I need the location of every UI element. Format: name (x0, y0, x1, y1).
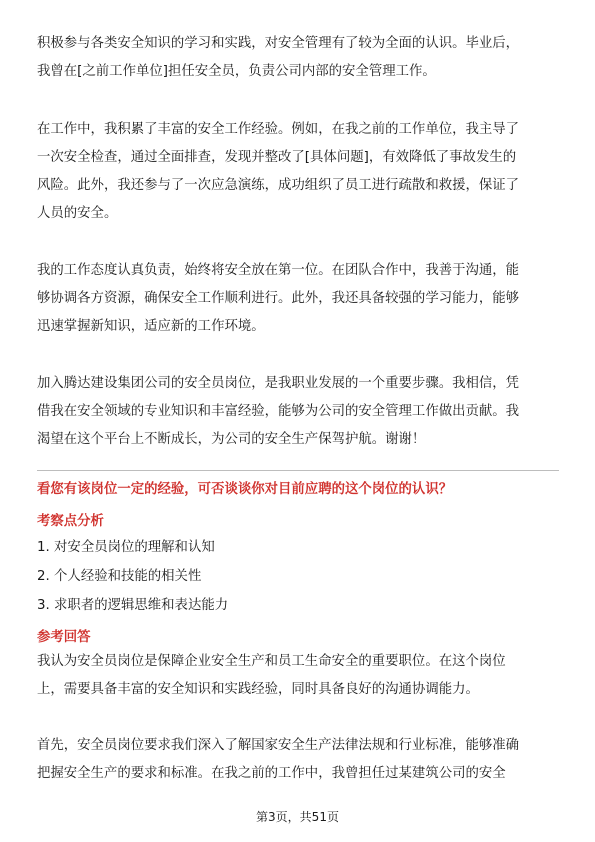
section-divider (37, 470, 559, 471)
answer-paragraph (37, 732, 559, 788)
answer-heading: 参考回答 (37, 630, 91, 645)
paragraph-attitude (37, 257, 559, 341)
paragraph-background (37, 30, 559, 86)
text-line: 首先，安全员岗位要求我们深入了解国家安全生产法律法规和行业标准，能够准确 (37, 738, 520, 753)
text-line: 上，需要具备丰富的安全知识和实践经验，同时具备良好的沟通协调能力。 (37, 682, 479, 697)
text-line: 风险。此外，我还参与了一次应急演练，成功组织了员工进行疏散和救援，保证了 (37, 178, 520, 193)
analysis-point: 2. 个人经验和技能的相关性 (37, 569, 202, 584)
text-line: 我的工作态度认真负责，始终将安全放在第一位。在团队合作中，我善于沟通，能 (37, 263, 520, 278)
paragraph-closing (37, 370, 559, 454)
page-number: 第3页，共51页 (256, 810, 339, 824)
paragraph-experience (37, 116, 559, 228)
text-line: 一次安全检查，通过全面排查，发现并整改了[具体问题]，有效降低了事故发生的 (37, 150, 517, 165)
text-line: 我曾在[之前工作单位]担任安全员，负责公司内部的安全管理工作。 (37, 64, 436, 79)
analysis-point: 3. 求职者的逻辑思维和表达能力 (37, 598, 229, 613)
interview-question: 看您有该岗位一定的经验，可否谈谈你对目前应聘的这个岗位的认识？ (37, 482, 453, 497)
text-line: 加入腾达建设集团公司的安全员岗位，是我职业发展的一个重要步骤。我相信，凭 (37, 376, 520, 391)
text-line: 借我在安全领域的专业知识和丰富经验，能够为公司的安全管理工作做出贡献。我 (37, 404, 520, 419)
text-line: 在工作中，我积累了丰富的安全工作经验。例如，在我之前的工作单位，我主导了 (37, 122, 520, 137)
answer-paragraph (37, 648, 559, 704)
text-line: 够协调各方资源，确保安全工作顺利进行。此外，我还具备较强的学习能力，能够 (37, 291, 520, 306)
analysis-point: 1. 对安全员岗位的理解和认知 (37, 540, 215, 555)
text-line: 积极参与各类安全知识的学习和实践，对安全管理有了较为全面的认识。毕业后， (37, 36, 520, 51)
analysis-heading: 考察点分析 (37, 514, 104, 529)
text-line: 渴望在这个平台上不断成长，为公司的安全生产保驾护航。谢谢！ (37, 432, 426, 447)
text-line: 我认为安全员岗位是保障企业安全生产和员工生命安全的重要职位。在这个岗位 (37, 654, 506, 669)
text-line: 把握安全生产的要求和标准。在我之前的工作中，我曾担任过某建筑公司的安全 (37, 766, 506, 781)
text-line: 人员的安全。 (37, 206, 118, 221)
text-line: 迅速掌握新知识，适应新的工作环境。 (37, 319, 265, 334)
